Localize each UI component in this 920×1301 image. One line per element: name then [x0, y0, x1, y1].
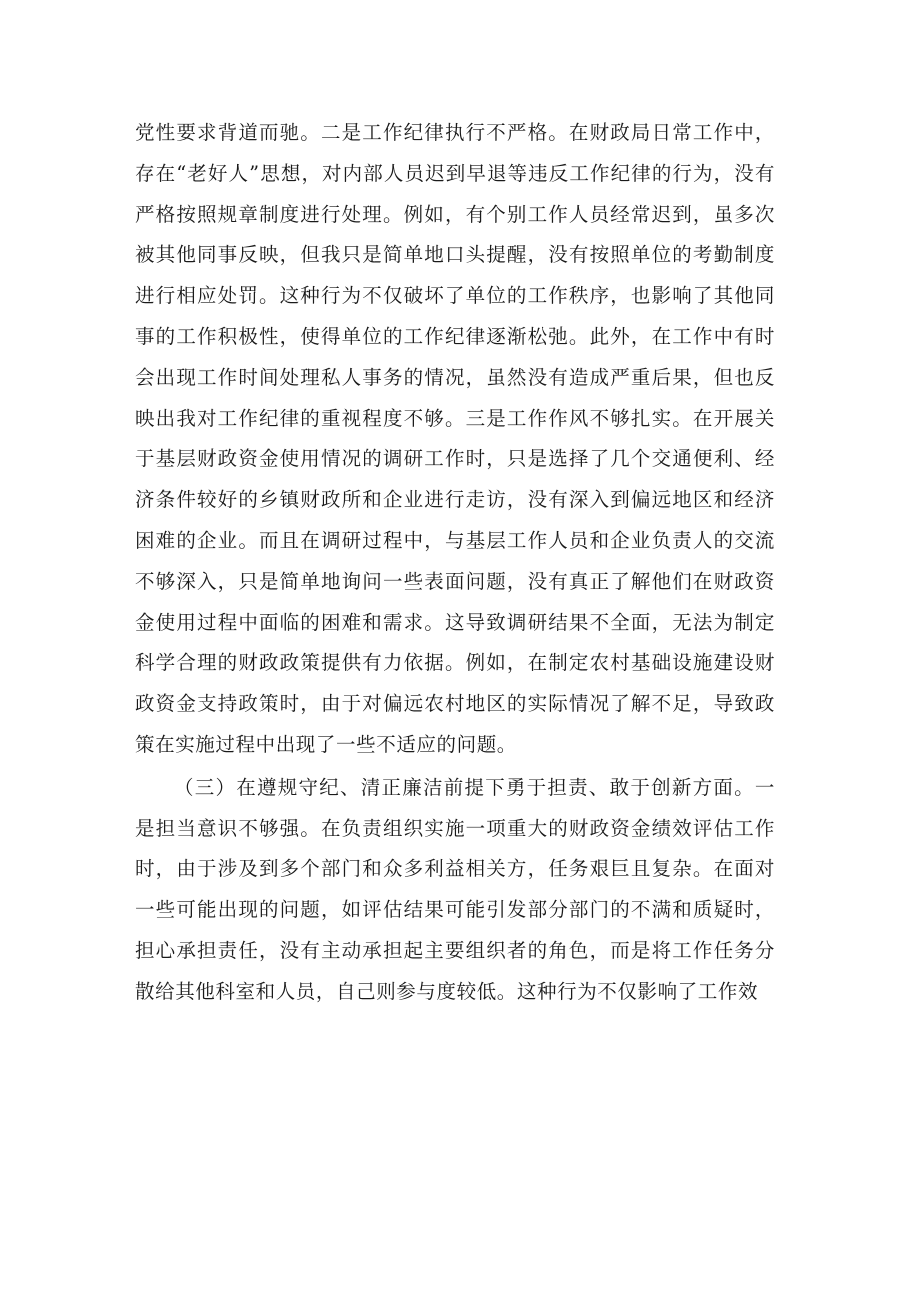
document-page	[135, 113, 775, 1013]
body-paragraph-2: （三）在遵规守纪、清正廉洁前提下勇于担责、敢于创新方面。一是担当意识不够强。在负责组织实施一项重大的财政资金绩效评估工作时，由于涉及到多个部门和众多利益相关方，任务艰巨且复杂。在面对一些可能出现的问题，如评估结果可能引发部分部门的不满和质疑时，担心承担责任，没有主动承担起主要组织者的角色，而是将工作任务分散给其他科室和人员，自己则参与度较低。这种行为不仅影响了工作效	[135, 775, 775, 1003]
body-paragraph-1: 党性要求背道而驰。二是工作纪律执行不严格。在财政局日常工作中，存在“老好人”思想，对内部人员迟到早退等违反工作纪律的行为，没有严格按照规章制度进行处理。例如，有个别工作人员经常迟到，虽多次被其他同事反映，但我只是简单地口头提醒，没有按照单位的考勤制度进行相应处罚。这种行为不仅破坏了单位的工作秩序，也影响了其他同事的工作积极性，使得单位的工作纪律逐渐松弛。此外，在工作中有时会出现工作时间处理私人事务的情况，虽然没有造成严重后果，但也反映出我对工作纪律的重视程度不够。三是工作作风不够扎实。在开展关于基层财政资金使用情况的调研工作时，只是选择了几个交通便利、经济条件较好的乡镇财政所和企业进行走访，没有深入到偏远地区和经济困难的企业。而且在调研过程中，与基层工作人员和企业负责人的交流不够深入，只是简单地询问一些表面问题，没有真正了解他们在财政资金使用过程中面临的困难和需求。这导致调研结果不全面，无法为制定科学合理的财政政策提供有力依据。例如，在制定农村基础设施建设财政资金支持政策时，由于对偏远农村地区的实际情况了解不足，导致政策在实施过程中出现了一些不适应的问题。	[135, 121, 775, 756]
